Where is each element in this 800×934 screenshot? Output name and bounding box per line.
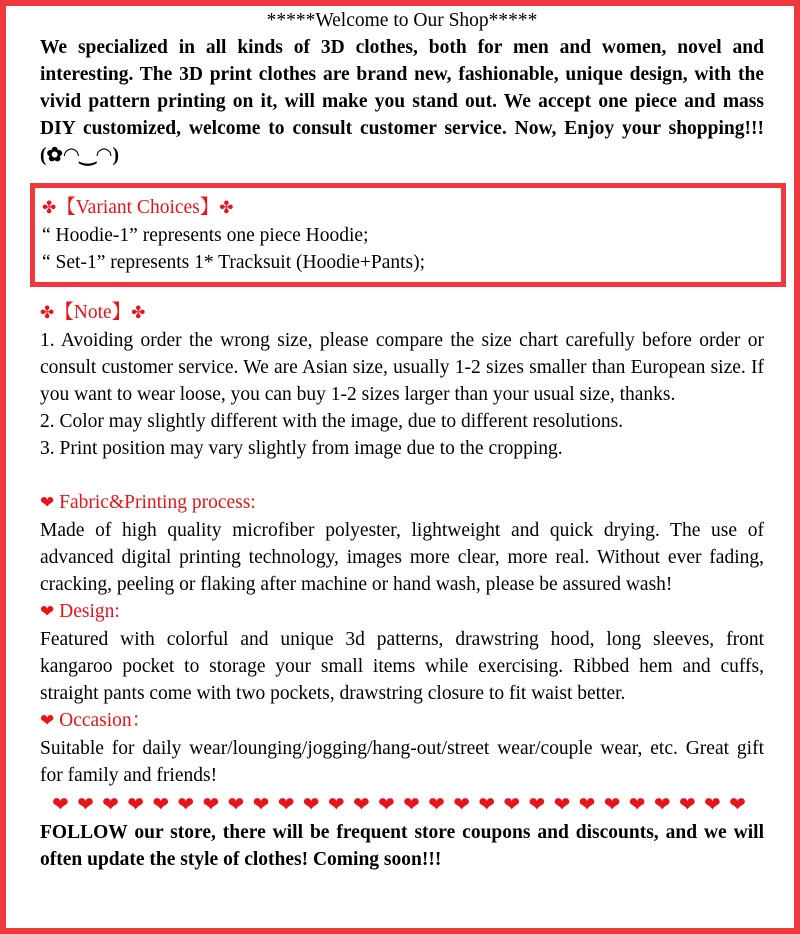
heart-icon: ❤ xyxy=(729,792,746,816)
clover-icon: ✤ xyxy=(42,198,57,218)
heart-icon: ❤ xyxy=(704,792,721,816)
heart-icon: ❤ xyxy=(202,792,220,816)
heart-icon: ❤ xyxy=(327,792,345,816)
heart-icon: ❤ xyxy=(553,792,571,816)
note-item-size: 1. Avoiding order the wrong size, please compare the size chart carefully before order or consult customer service. We are Asian size, usually 1-2 sizes smaller than European size. If you want to wear loose, you can buy 1-2 sizes larger than your usual size, thanks. xyxy=(40,330,764,405)
section-spacer xyxy=(40,462,764,489)
heart-icon: ❤ xyxy=(152,792,170,816)
occasion-label: Occasion： xyxy=(54,710,152,731)
variant-choices-title xyxy=(42,194,775,222)
heart-icon: ❤ xyxy=(252,792,270,816)
fabric-title xyxy=(40,489,764,517)
heart-icon: ❤ xyxy=(453,792,471,816)
variant-item-set: “ Set-1” represents 1* Tracksuit (Hoodie+Pants); xyxy=(42,252,426,273)
design-label: Design: xyxy=(54,601,120,622)
heart-icon: ❤ xyxy=(102,792,119,816)
heart-icon: ❤ xyxy=(40,602,55,622)
clover-icon: ✤ xyxy=(131,303,146,323)
variant-choices-box xyxy=(30,183,786,287)
variant-item-hoodie: “ Hoodie-1” represents one piece Hoodie; xyxy=(42,225,369,246)
heart-icon: ❤ xyxy=(227,792,245,816)
design-title xyxy=(40,598,764,626)
heart-icon: ❤ xyxy=(302,792,320,816)
heart-icon: ❤ xyxy=(603,792,621,816)
variant-choices-label: 【Variant Choices】 xyxy=(56,197,220,218)
occasion-text: Suitable for daily wear/lounging/jogging/hang-out/street wear/couple wear, etc. Great gift for family and friends! xyxy=(40,738,764,786)
heart-icon: ❤ xyxy=(127,792,144,816)
heart-icon: ❤ xyxy=(628,792,646,816)
heart-icon: ❤ xyxy=(77,792,94,816)
clover-icon: ✤ xyxy=(40,303,55,323)
heart-icon: ❤ xyxy=(277,792,295,816)
heart-icon: ❤ xyxy=(578,792,596,816)
heart-icon: ❤ xyxy=(40,711,55,731)
heart-icon: ❤ xyxy=(503,792,521,816)
occasion-title xyxy=(40,707,764,735)
heart-icon: ❤ xyxy=(52,792,69,816)
heart-icon: ❤ xyxy=(653,792,671,816)
note-item-color: 2. Color may slightly different with the image, due to different resolutions. xyxy=(40,411,624,432)
heart-icon: ❤ xyxy=(528,792,546,816)
follow-store-text: FOLLOW our store, there will be frequent store coupons and discounts, and we will often update the style of clothes! Coming soon!!! xyxy=(40,822,764,870)
note-title xyxy=(40,299,764,327)
heart-icon: ❤ xyxy=(678,792,696,816)
heart-icon: ❤ xyxy=(352,792,370,816)
clover-icon: ✤ xyxy=(219,198,234,218)
design-text: Featured with colorful and unique 3d patterns, drawstring hood, long sleeves, front kangaroo pocket to storage your small items while exercising. Ribbed hem and cuffs, straight pants come with two pockets, drawstring closure to fit waist better. xyxy=(40,629,764,704)
heart-icon: ❤ xyxy=(428,792,445,816)
heart-icon: ❤ xyxy=(478,792,496,816)
note-item-print-position: 3. Print position may vary slightly from image due to the cropping. xyxy=(40,438,563,459)
heart-icon: ❤ xyxy=(177,792,195,816)
shop-intro: We specialized in all kinds of 3D clothes, both for men and women, novel and interesting. The 3D print clothes are brand new, fashionable, unique design, with the vivid pattern printing on it, will make you stand out. We accept one piece and mass DIY customized, welcome to consult customer service. Now, Enjoy your shopping!!!(✿◠‿◠) xyxy=(40,37,764,166)
fabric-text: Made of high quality microfiber polyester, lightweight and quick drying. The use of advanced digital printing technology, images more clear, more real. Without ever fading, cracking, peeling or flaking after machine or hand wash, please be assured wash! xyxy=(40,520,764,595)
heart-icon: ❤ xyxy=(378,792,395,816)
hearts-divider xyxy=(40,792,764,816)
heart-icon: ❤ xyxy=(40,493,55,513)
note-label: 【Note】 xyxy=(54,302,132,323)
heart-icon: ❤ xyxy=(403,792,420,816)
fabric-label: Fabric&Printing process: xyxy=(54,492,256,513)
welcome-heading: *****Welcome to Our Shop***** xyxy=(266,10,538,31)
